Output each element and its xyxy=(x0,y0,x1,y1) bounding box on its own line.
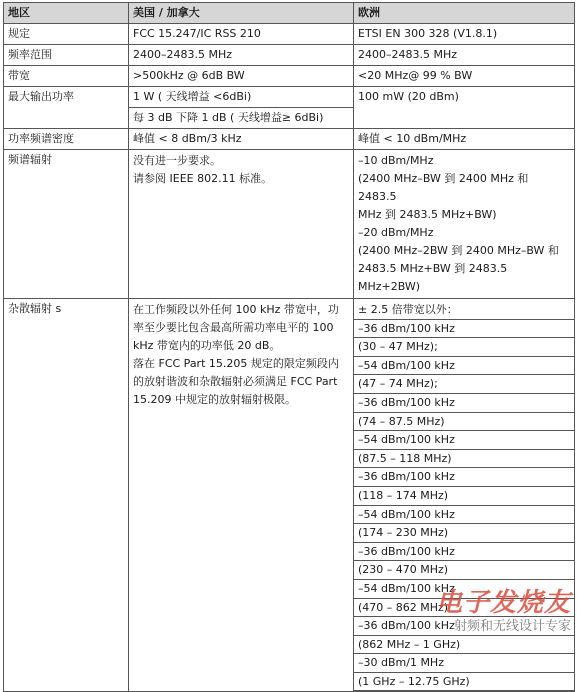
cell-us: FCC 15.247/IC RSS 210 xyxy=(129,24,354,45)
table-header-row xyxy=(4,3,575,24)
cell-line: (2400 MHz–2BW 到 2400 MHz–BW 和 xyxy=(358,244,559,257)
table-row xyxy=(4,66,575,87)
cell-eu: <20 MHz@ 99 % BW xyxy=(354,66,575,87)
cell-line: –36 dBm/100 kHz xyxy=(354,320,574,339)
row-label: 带宽 xyxy=(4,66,129,87)
cell-us xyxy=(129,299,354,692)
row-label: 规定 xyxy=(4,24,129,45)
cell-line: 1 W ( 天线增益 <6dBi) xyxy=(129,87,353,108)
cell-line: 15.209 中规定的放射辐射极限。 xyxy=(133,393,296,406)
row-label: 杂散辐射 s xyxy=(4,299,129,692)
cell-line: –54 dBm/100 kHz xyxy=(354,506,574,525)
cell-eu xyxy=(354,299,575,692)
cell-us: 峰值 < 8 dBm/3 kHz xyxy=(129,129,354,150)
header-europe: 欧洲 xyxy=(354,3,575,24)
cell-line: –36 dBm/100 kHz xyxy=(354,617,574,636)
cell-us xyxy=(129,150,354,299)
cell-line: (87.5 – 118 MHz) xyxy=(354,450,574,469)
table-row xyxy=(4,150,575,299)
cell-eu: 2400–2483.5 MHz xyxy=(354,45,575,66)
cell-line: (174 – 230 MHz) xyxy=(354,524,574,543)
cell-line: –36 dBm/100 kHz xyxy=(354,394,574,413)
row-label: 最大输出功率 xyxy=(4,87,129,129)
cell-us: 2400–2483.5 MHz xyxy=(129,45,354,66)
cell-line: –30 dBm/1 MHz xyxy=(354,654,574,673)
cell-line: (470 – 862 MHz) xyxy=(354,599,574,618)
header-us-canada: 美国 / 加拿大 xyxy=(129,3,354,24)
cell-eu: 100 mW (20 dBm) xyxy=(354,87,575,129)
table-row xyxy=(4,129,575,150)
cell-line: 2483.5 MHz+BW 到 2483.5 MHz+2BW) xyxy=(358,262,508,293)
header-region: 地区 xyxy=(4,3,129,24)
cell-line: –54 dBm/100 kHz xyxy=(354,357,574,376)
cell-line: (2400 MHz–BW 到 2400 MHz 和 2483.5 xyxy=(358,172,529,203)
cell-line: 的放射谐波和杂散辐射必须满足 FCC Part xyxy=(133,375,338,388)
cell-line: 率至少要比包含最高所需功率电平的 100 xyxy=(133,321,334,334)
row-label: 功率频谱密度 xyxy=(4,129,129,150)
table-row xyxy=(4,45,575,66)
row-label: 频率范围 xyxy=(4,45,129,66)
cell-line: 请参阅 IEEE 802.11 标准。 xyxy=(133,172,273,185)
cell-eu: 峰值 < 10 dBm/MHz xyxy=(354,129,575,150)
watermark-tagline: 射频和无线设计专家 xyxy=(453,619,571,634)
cell-line: 没有进一步要求。 xyxy=(133,154,221,167)
regulation-table xyxy=(3,2,575,692)
cell-line: 每 3 dB 下降 1 dB ( 天线增益≥ 6dBi) xyxy=(133,111,324,124)
cell-line: (47 – 74 MHz); xyxy=(354,375,574,394)
cell-eu: ETSI EN 300 328 (V1.8.1) xyxy=(354,24,575,45)
watermark-brand: 电子发烧友 xyxy=(435,588,571,618)
row-label: 频谱辐射 xyxy=(4,150,129,299)
cell-line: (30 – 47 MHz); xyxy=(354,338,574,357)
cell-line: MHz 到 2483.5 MHz+BW) xyxy=(358,208,497,221)
cell-line: (230 – 470 MHz) xyxy=(354,561,574,580)
cell-line: 在工作频段以外任何 100 kHz 带宽中，功 xyxy=(133,303,339,316)
cell-line: –36 dBm/100 kHz xyxy=(354,468,574,487)
cell-line: kHz 带宽内的功率低 20 dB。 xyxy=(133,339,281,352)
cell-line: (74 – 87.5 MHz) xyxy=(354,413,574,432)
cell-line: (1 GHz – 12.75 GHz) xyxy=(354,673,574,692)
cell-line: –10 dBm/MHz xyxy=(358,154,434,167)
table-row xyxy=(4,299,575,692)
cell-line: –20 dBm/MHz xyxy=(358,226,434,239)
table-row xyxy=(4,87,575,129)
cell-line: –36 dBm/100 kHz xyxy=(354,543,574,562)
cell-line: –54 dBm/100 kHz xyxy=(354,580,574,599)
cell-line: 落在 FCC Part 15.205 规定的限定频段内 xyxy=(133,357,339,370)
cell-line: ± 2.5 倍带宽以外： xyxy=(354,299,574,320)
cell-us: >500kHz @ 6dB BW xyxy=(129,66,354,87)
cell-line: –54 dBm/100 kHz xyxy=(354,431,574,450)
cell-line: (118 – 174 MHz) xyxy=(354,487,574,506)
table-row xyxy=(4,24,575,45)
cell-us xyxy=(129,87,354,129)
cell-line: (862 MHz – 1 GHz) xyxy=(354,636,574,655)
cell-eu xyxy=(354,150,575,299)
